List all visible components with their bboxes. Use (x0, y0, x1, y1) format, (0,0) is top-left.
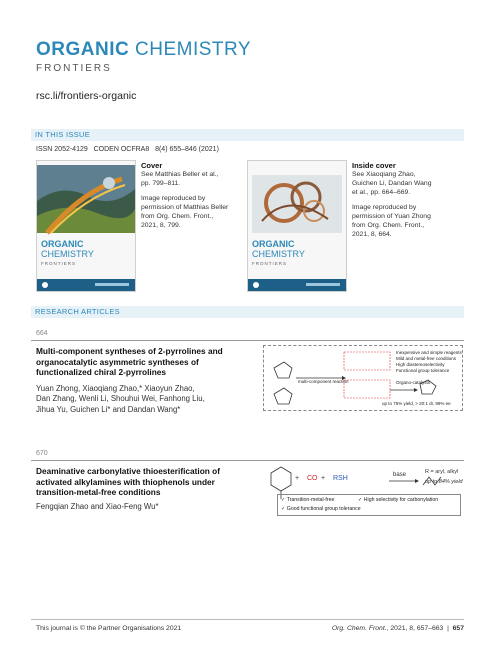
cover-ref-2: pp. 799–811. (141, 180, 181, 187)
issn-line (36, 146, 219, 153)
article-title-line: transition-metal-free conditions (36, 487, 161, 497)
cover-credit-2: permission of Matthias Beller (141, 204, 229, 211)
inside-cover-credit-3: from Org. Chem. Front., (352, 222, 425, 229)
toc-note: ✓ Transition-metal-free (281, 497, 335, 503)
issn: ISSN 2052-4129 (36, 146, 88, 153)
toc-note: Mild and metal-free conditions (396, 356, 457, 361)
inside-cover-title-2: CHEMISTRY (252, 249, 305, 259)
toc-note: ✓ Good functional group tolerance (281, 506, 361, 512)
article-entry[interactable] (36, 466, 258, 512)
toc-note-text: High selectivity for carbonylation (363, 497, 439, 503)
journal-subtitle: FRONTIERS (36, 63, 112, 74)
page-number: 657 (452, 625, 464, 632)
toc-note: ✓ High selectivity for carbonylation (358, 497, 439, 503)
inside-cover-caption (352, 161, 464, 239)
article-title-line: functionalized chiral 2-pyrrolines (36, 367, 167, 377)
footer-rule (31, 619, 464, 620)
article-rule (31, 340, 464, 341)
cover-landscape-image (37, 161, 135, 291)
cover-thumbnail[interactable] (36, 160, 136, 292)
research-articles-bar (31, 306, 464, 318)
toc-base: base (393, 472, 407, 478)
article-title-line: Deaminative carbonylative thioesterification of (36, 466, 220, 476)
inside-cover-subtitle: FRONTIERS (252, 261, 288, 266)
cover-credit-4: 2021, 8, 799. (141, 222, 181, 229)
toc-plus: + (321, 475, 326, 482)
toc-note: Functional group tolerance (396, 368, 450, 373)
article-title-line: organocatalytic asymmetric syntheses of (36, 356, 199, 367)
inside-cover-credit-4: 2021, 8, 664. (352, 231, 392, 238)
footer-citation: Org. Chem. Front., 2021, 8, 657–663 | 657 (331, 625, 464, 632)
journal-title-rest: CHEMISTRY (129, 39, 252, 60)
research-articles-label: RESEARCH ARTICLES (35, 307, 120, 316)
toc-notes-box (277, 494, 461, 516)
toc-note: High diastereoselectivity (396, 362, 445, 367)
footer-copyright: This journal is © the Partner Organisations 2021 (36, 625, 182, 632)
toc-r-group: R = aryl, alkyl (425, 469, 459, 475)
cover-title-2: CHEMISTRY (41, 249, 94, 259)
article-authors-line: Dan Zhang, Wenli Li, Shouhui Wei, Fanhong Liu, (36, 394, 205, 403)
article-title-line: Multi-component syntheses of 2-pyrrolines and (36, 346, 223, 356)
inside-cover-thumbnail[interactable] (247, 160, 347, 292)
inside-cover-credit-2: permission of Yuan Zhong (352, 213, 431, 220)
article-authors-line: Fengqian Zhao and Xiao-Feng Wu* (36, 501, 159, 511)
toc-note-text: Transition-metal-free (286, 497, 335, 503)
in-this-issue-label: IN THIS ISSUE (35, 130, 91, 139)
article-authors-line: Jihua Yu, Guichen Li* and Dandan Wang* (36, 404, 181, 414)
cover-credit-1: Image reproduced by (141, 195, 206, 202)
article-title-line: activated alkylamines with thiophenols under (36, 476, 215, 487)
inside-cover-caption-title: Inside cover (352, 161, 396, 170)
journal-title-bold: ORGANIC (36, 39, 130, 60)
cover-subtitle: FRONTIERS (41, 261, 77, 266)
coden: CODEN OCFRA8 (93, 146, 150, 153)
volume-info: 8(4) 655–846 (2021) (155, 146, 219, 153)
inside-cover-ref-2: Guichen Li, Dandan Wang (352, 180, 432, 187)
in-this-issue-bar (31, 129, 464, 141)
toc-note-text: Good functional group tolerance (286, 506, 361, 512)
journal-url[interactable]: rsc.li/frontiers-organic (36, 90, 137, 102)
toc-graphic (263, 463, 463, 529)
toc-note: Inexpensive and simple reagents (396, 350, 462, 355)
toc-label-a: multi-component reaction (298, 379, 349, 384)
inside-cover-ref-3: et al., pp. 664–669. (352, 189, 411, 196)
cover-title-1: ORGANIC (41, 239, 84, 249)
inside-cover-title-1: ORGANIC (252, 239, 295, 249)
article-authors-line: Yuan Zhong, Xiaoqiang Zhao,* Xiaoyun Zhao, (36, 383, 195, 393)
toc-label-b: Organo-catalysts (396, 380, 431, 385)
inside-cover-image (248, 161, 346, 291)
footer-journal: Org. Chem. Front. (331, 625, 387, 632)
inside-cover-ref-1: See Xiaoqiang Zhao, (352, 171, 416, 178)
toc-label-c: up to 75% yield, > 20:1 dr, 99% ee (382, 401, 451, 406)
toc-rsh: RSH (333, 475, 348, 482)
article-page-number: 670 (36, 450, 48, 457)
article-entry[interactable] (36, 346, 258, 415)
toc-yield: up to 84% yield (425, 479, 463, 485)
article-rule (31, 460, 464, 461)
toc-plus: + (295, 475, 300, 482)
cover-caption-title: Cover (141, 161, 163, 170)
toc-graphic (263, 345, 463, 411)
cover-credit-3: from Org. Chem. Front., (141, 213, 214, 220)
inside-cover-credit-1: Image reproduced by (352, 204, 417, 211)
journal-title (36, 39, 251, 61)
cover-ref-1: See Matthias Beller et al., (141, 171, 219, 178)
article-page-number: 664 (36, 330, 48, 337)
toc-notes (396, 350, 462, 374)
footer-volume: , 2021, 8, 657–663 (386, 625, 444, 632)
cover-caption (141, 161, 251, 230)
toc-co: CO (307, 475, 318, 482)
